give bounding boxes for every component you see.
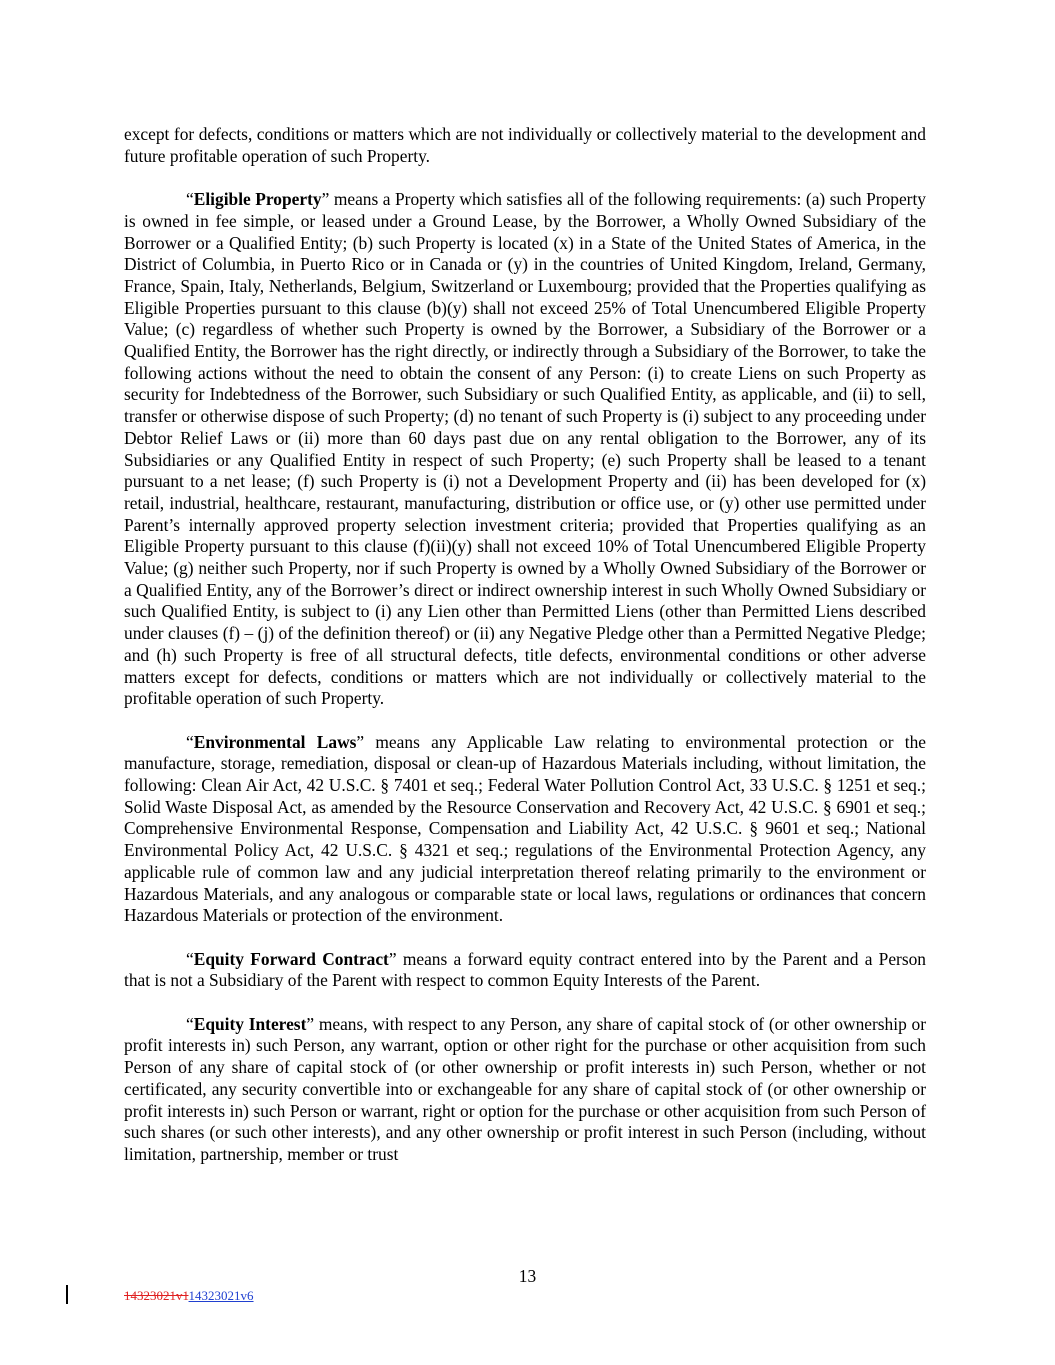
definition-text: ” means, with respect to any Person, any share of capital stock of (or other ownership or profit interests in) such Person, any warrant, option or other right for the purchase or other acquisition from such Person of any share of capital stock of (or other ownership or profit interests in) such Person, whether or not certificated, any security convertible into or exchangeable for any share of capital stock of (or other ownership or profit interests in) such Person or warrant, right or option for the purchase or other acquisition from such Person of such shares (or such other interests), and any other ownership or profit interest in such Person (including, without limitation, partnership, member or trust	[124, 1013, 926, 1164]
defined-term: Equity Forward Contract	[193, 948, 389, 969]
defined-term: Environmental Laws	[193, 731, 357, 752]
open-quote: “	[186, 1013, 194, 1034]
definition-text: ” means any Applicable Law relating to environmental protection or the manufacture, storage, remediation, disposal or clean-up of Hazardous Materials including, without limitation, the following: Clean Air Act, 42 U.S.C. § 7401 et seq.; Federal Water Pollution Control Act, 33 U.S.C. § 1251 et seq.; Solid Waste Disposal Act, as amended by the Resource Conservation and Recovery Act, 42 U.S.C. § 6901 et seq.; Comprehensive Environmental Response, Compensation and Liability Act, 42 U.S.C. § 9601 et seq.; National Environmental Policy Act, 42 U.S.C. § 4321 et seq.; regulations of the Environmental Protection Agency, any applicable rule of common law and any judicial interpretation thereof relating primarily to the environment or Hazardous Materials, and any analogous or comparable state or local laws, regulations or ordinances that concern Hazardous Materials or protection of the environment.	[124, 731, 927, 926]
defined-term: Eligible Property	[193, 189, 322, 210]
defined-term: Equity Interest	[193, 1013, 307, 1034]
definition-environmental-laws	[124, 732, 926, 927]
open-quote: “	[186, 731, 194, 752]
open-quote: “	[186, 948, 194, 969]
document-id-inserted: 14323021v6	[188, 1288, 254, 1303]
definition-equity-forward-contract	[124, 949, 926, 992]
document-id	[124, 1288, 254, 1304]
definition-eligible-property	[124, 189, 926, 710]
paragraph-continuation: except for defects, conditions or matters which are not individually or collectively material to the development and future profitable operation of such Property.	[124, 124, 926, 166]
definition-text: ” means a forward equity contract entered into by the Parent and a Person that is not a Subsidiary of the Parent with respect to common Equity Interests of the Parent.	[124, 948, 927, 991]
document-id-deleted: 14323021v1	[124, 1288, 189, 1303]
revision-change-bar	[66, 1285, 68, 1304]
definition-equity-interest	[124, 1014, 926, 1166]
page-number: 13	[518, 1266, 537, 1286]
definition-text: ” means a Property which satisfies all of the following requirements: (a) such Property is owned in fee simple, or leased under a Ground Lease, by the Borrower, a Wholly Owned Subsidiary of the Borrower or a Qualified Entity; (b) such Property is located (x) in a State of the United States of America, in the District of Columbia, in Puerto Rico or in Canada or (y) in the countries of United Kingdom, Ireland, Germany, France, Spain, Italy, Netherlands, Belgium, Switzerland or Luxembourg; provided that the Properties qualifying as Eligible Properties pursuant to this clause (b)(y) shall not exceed 25% of Total Unencumbered Eligible Property Value; (c) regardless of whether such Property is owned by the Borrower, a Subsidiary of the Borrower or a Qualified Entity, the Borrower has the right directly, or indirectly through a Subsidiary of the Borrower, to take the following actions without the need to obtain the consent of any Person: (i) to create Liens on such Property as security for Indebtedness of the Borrower, such Subsidiary or such Qualified Entity, as applicable, and (ii) to sell, transfer or otherwise dispose of such Property; (d) no tenant of such Property is (i) subject to any proceeding under Debtor Relief Laws or (ii) more than 60 days past due on any rental obligation to the Borrower, any of its Subsidiaries or any Qualified Entity in respect of such Property; (e) such Property shall be leased to a tenant pursuant to a net lease; (f) such Property is (i) not a Development Property and (ii) has been developed for (x) retail, industrial, healthcare, restaurant, manufacturing, distribution or office use, or (y) other use permitted under Parent’s internally approved property selection investment criteria; provided that Properties qualifying as an Eligible Property pursuant to this clause (f)(ii)(y) shall not exceed 10% of Total Unencumbered Eligible Property Value; (g) neither such Property, nor if such Property is owned by a Wholly Owned Subsidiary of the Borrower or a Qualified Entity, any of the Borrower’s direct or indirect ownership interest in such Wholly Owned Subsidiary or such Qualified Entity, is subject to (i) any Lien other than Permitted Liens (other than Permitted Liens described under clauses (f) – (j) of the definition thereof) or (ii) any Negative Pledge other than a Permitted Negative Pledge; and (h) such Property is free of all structural defects, title defects, environmental conditions or other adverse matters except for defects, conditions or matters which are not individually or collectively material to the profitable operation of such Property.	[124, 189, 926, 709]
open-quote: “	[186, 189, 194, 210]
document-body	[124, 124, 926, 1187]
